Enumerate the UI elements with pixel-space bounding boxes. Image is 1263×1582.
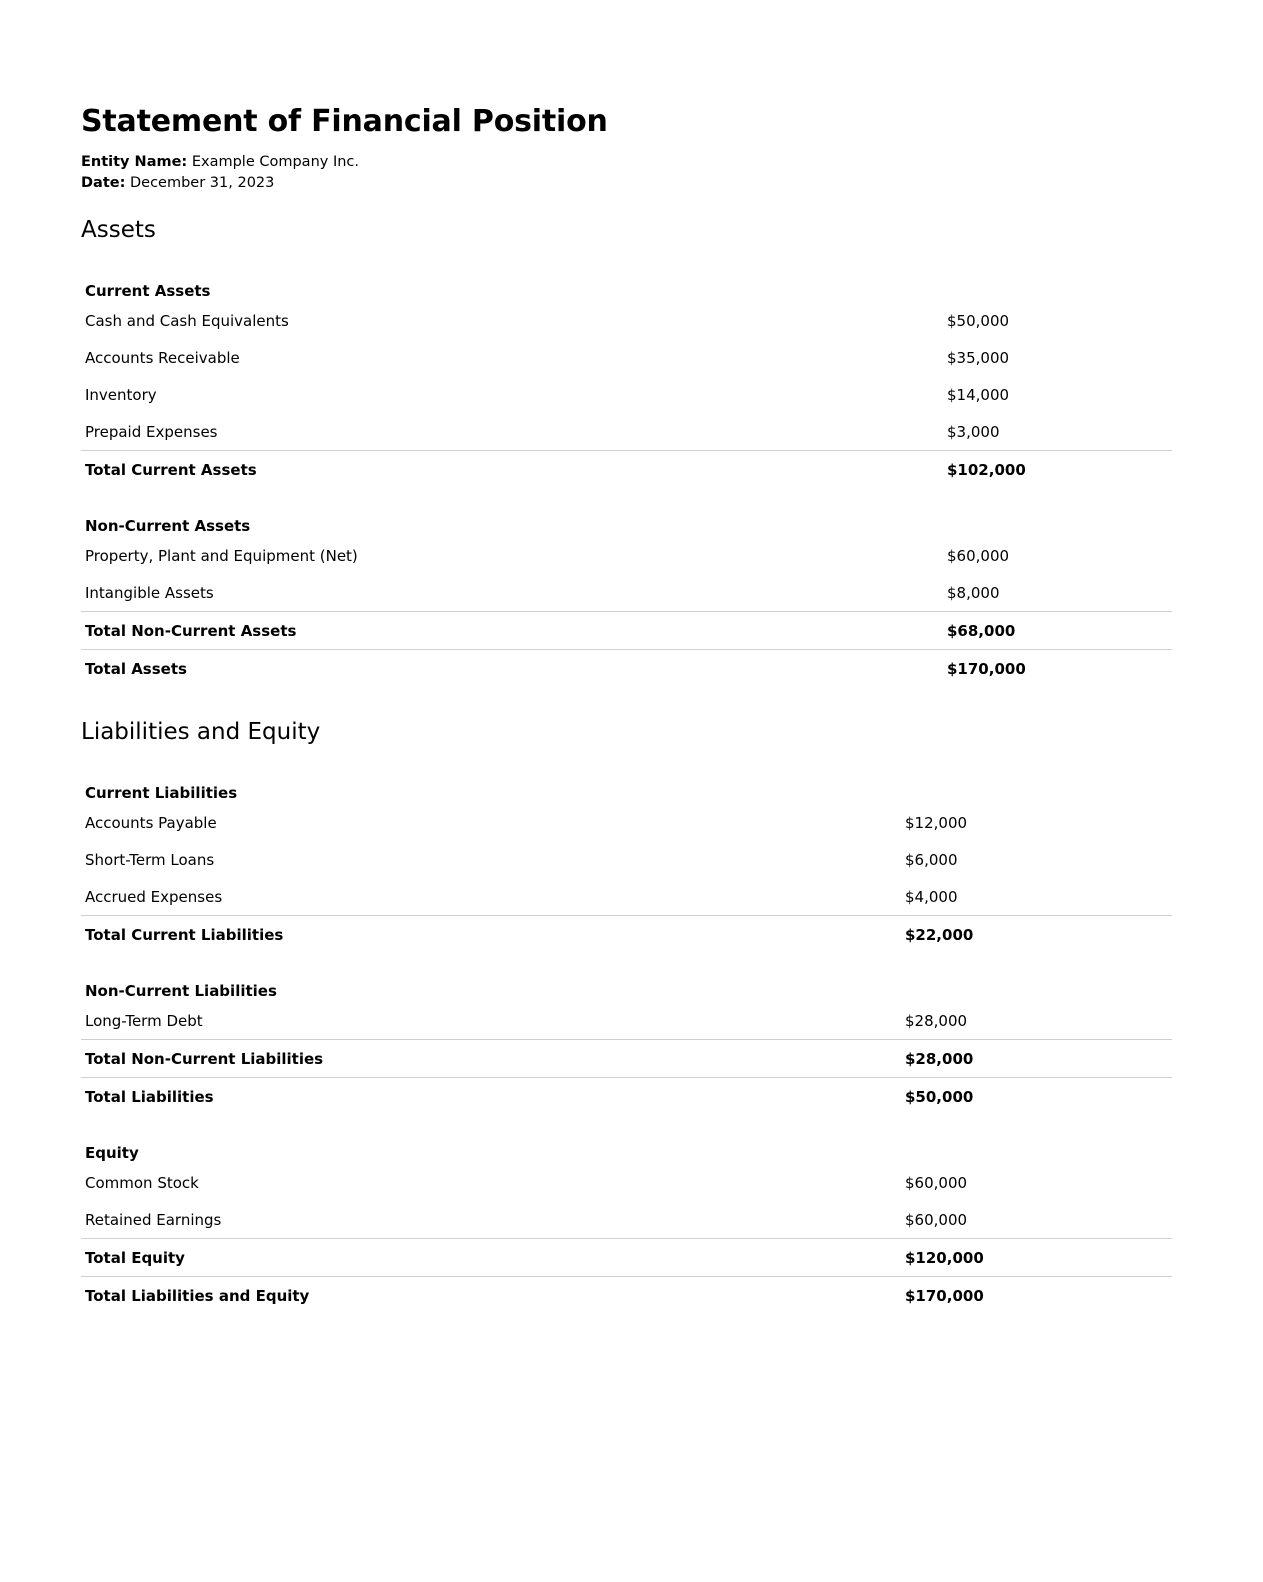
line-item-amount: $3,000 [947, 422, 1000, 441]
table-row [81, 413, 1172, 451]
line-item-label: Accrued Expenses [85, 887, 223, 906]
current-assets-heading: Current Assets [85, 282, 211, 300]
line-item-label: Short-Term Loans [85, 850, 215, 869]
table-row [81, 841, 1172, 878]
non-current-assets-heading: Non-Current Assets [85, 517, 251, 535]
total-current-liabilities-amount: $22,000 [901, 916, 1172, 954]
total-non-current-assets-label: Total Non-Current Assets [81, 612, 943, 650]
page-title: Statement of Financial Position [81, 104, 608, 139]
line-item-label: Intangible Assets [85, 583, 214, 602]
total-non-current-assets-amount: $68,000 [943, 612, 1172, 650]
total-row [81, 1239, 1172, 1277]
table-row [81, 302, 1172, 339]
total-row [81, 451, 1172, 489]
total-row [81, 1078, 1172, 1116]
line-item-label: Accounts Receivable [85, 348, 240, 367]
line-item-amount: $50,000 [947, 311, 1010, 330]
total-current-liabilities-label: Total Current Liabilities [81, 916, 901, 954]
total-row [81, 650, 1172, 688]
line-item-amount: $35,000 [947, 348, 1010, 367]
total-row [81, 1277, 1172, 1315]
line-item-label: Property, Plant and Equipment (Net) [85, 546, 358, 565]
line-item-amount: $60,000 [905, 1210, 968, 1229]
current-liabilities-heading: Current Liabilities [85, 784, 238, 802]
date-value: December 31, 2023 [130, 175, 275, 191]
entity-label: Entity Name: [81, 154, 188, 170]
total-liabilities-amount: $50,000 [901, 1078, 1172, 1116]
section-header-row [81, 269, 1172, 302]
line-item-label: Retained Earnings [85, 1210, 222, 1229]
entity-line [81, 152, 1172, 173]
liabilities-equity-table [81, 771, 1172, 1314]
line-item-amount: $12,000 [905, 813, 968, 832]
section-header-row [81, 953, 1172, 1002]
equity-heading: Equity [85, 1144, 139, 1162]
table-row [81, 1201, 1172, 1239]
line-item-amount: $4,000 [905, 887, 958, 906]
section-header-row [81, 488, 1172, 537]
total-current-assets-amount: $102,000 [943, 451, 1172, 489]
total-non-current-liabilities-amount: $28,000 [901, 1040, 1172, 1078]
table-row [81, 537, 1172, 574]
table-row [81, 574, 1172, 612]
line-item-amount: $8,000 [947, 583, 1000, 602]
line-item-label: Common Stock [85, 1173, 199, 1192]
line-item-amount: $60,000 [905, 1173, 968, 1192]
date-line [81, 173, 1172, 194]
liabilities-equity-heading: Liabilities and Equity [81, 719, 321, 745]
total-row [81, 612, 1172, 650]
line-item-amount: $6,000 [905, 850, 958, 869]
section-header-row [81, 1115, 1172, 1164]
table-row [81, 878, 1172, 916]
total-current-assets-label: Total Current Assets [81, 451, 943, 489]
table-row [81, 1002, 1172, 1040]
total-liabilities-equity-label: Total Liabilities and Equity [81, 1277, 901, 1315]
total-equity-label: Total Equity [81, 1239, 901, 1277]
table-row [81, 376, 1172, 413]
total-assets-label: Total Assets [81, 650, 943, 688]
total-assets-amount: $170,000 [943, 650, 1172, 688]
total-liabilities-label: Total Liabilities [81, 1078, 901, 1116]
total-non-current-liabilities-label: Total Non-Current Liabilities [81, 1040, 901, 1078]
entity-value: Example Company Inc. [191, 154, 359, 170]
line-item-label: Cash and Cash Equivalents [85, 311, 289, 330]
line-item-label: Accounts Payable [85, 813, 217, 832]
assets-table [81, 269, 1172, 687]
non-current-liabilities-heading: Non-Current Liabilities [85, 982, 277, 1000]
line-item-label: Long-Term Debt [85, 1011, 203, 1030]
date-label: Date: [81, 175, 126, 191]
table-row [81, 804, 1172, 841]
total-liabilities-equity-amount: $170,000 [901, 1277, 1172, 1315]
table-row [81, 1164, 1172, 1201]
assets-heading: Assets [81, 217, 156, 243]
section-header-row [81, 771, 1172, 804]
total-row [81, 1040, 1172, 1078]
total-equity-amount: $120,000 [901, 1239, 1172, 1277]
line-item-label: Prepaid Expenses [85, 422, 218, 441]
statement-page [81, 100, 1172, 1314]
total-row [81, 916, 1172, 954]
table-row [81, 339, 1172, 376]
line-item-label: Inventory [85, 385, 157, 404]
line-item-amount: $28,000 [905, 1011, 968, 1030]
statement-meta [81, 152, 1172, 194]
line-item-amount: $14,000 [947, 385, 1010, 404]
line-item-amount: $60,000 [947, 546, 1010, 565]
